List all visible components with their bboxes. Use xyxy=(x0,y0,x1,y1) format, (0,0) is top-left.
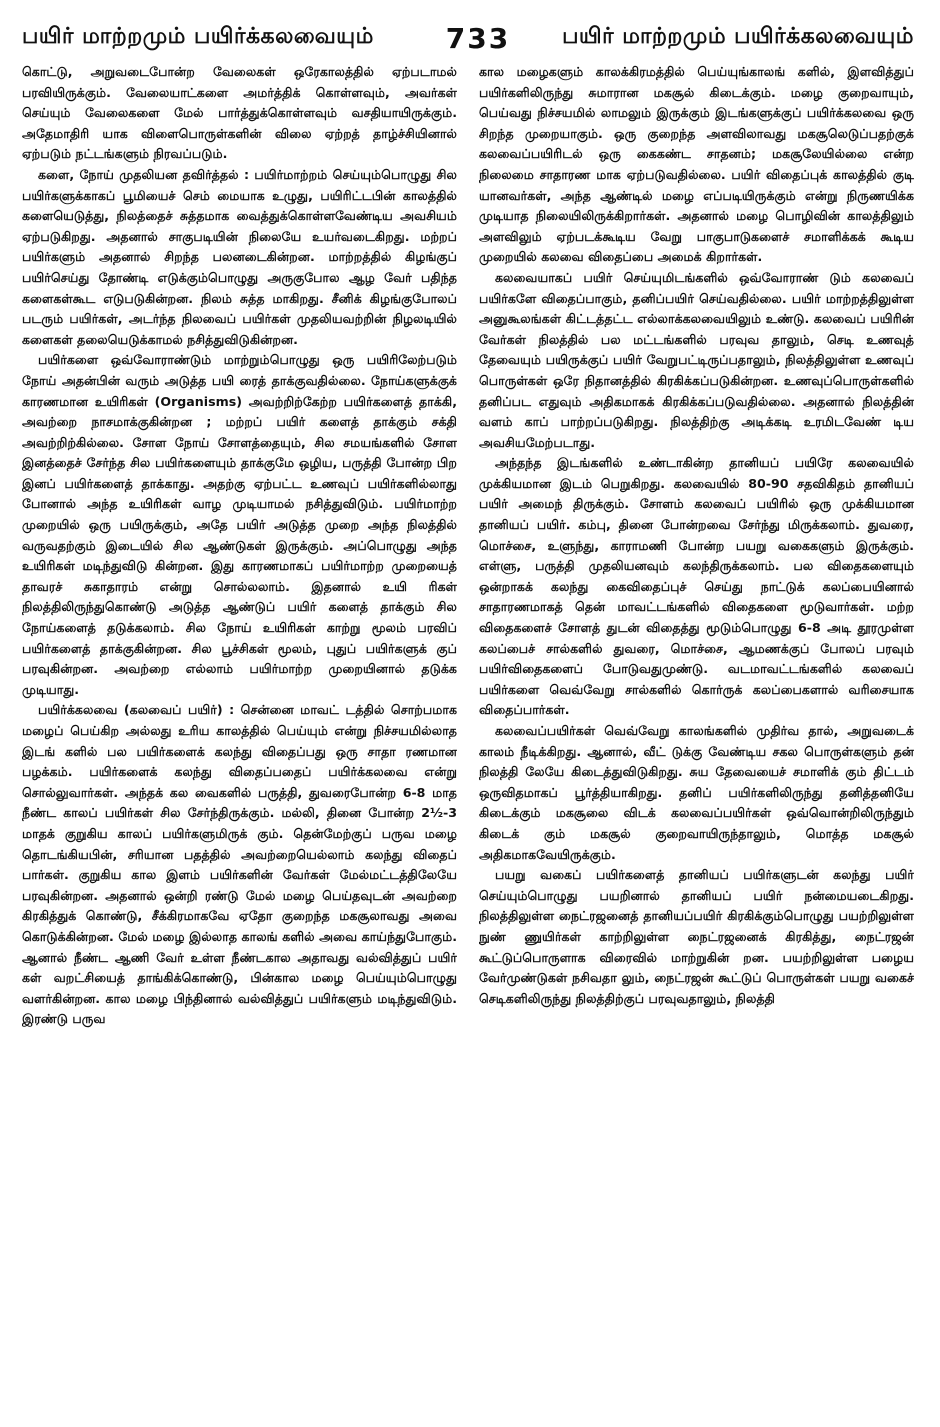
left-running-title: பயிர் மாற்றமும் பயிர்க்கலவையும் xyxy=(22,24,374,49)
left-column xyxy=(22,62,457,1412)
page-number: 733 xyxy=(445,21,511,55)
paragraph: களை, நோய் முதலியன தவிர்த்தல் : பயிர்மாற்றம் செய்யும்பொழுது சில பயிர்களுக்காகப் பூமியைச் செம் மையாக உழுது, பயிரிட்டபின் காலத்தில் களையெடுத்து, நிலத்தைச் சுத்தமாக வைத்துக்கொள்ளவேண்டிய அவசியம் ஏற்படுகிறது. அதனால் சாகுபடியின் நிலையே உயர்வடைகிறது. மற்றப் பயிர்களும் அதனால் சிறந்த பலனடைகின்றன. மாற்றத்தில் கிழங்குப் பயிர்செய்து தோண்டி எடுக்கும்பொழுது அருகுபோல ஆழ வேர் பதிந்த களைகள்கூட எடுபடுகின்றன. நிலம் சுத்த மாகிறது. சீனிக் கிழங்குபோலப் படரும் பயிர்கள், அடர்ந்த நிலவைப் பயிர்கள் முதலியவற்றின் நிழலடியில் களைகள் தலையெடுக்காமல் நசித்துவிடுகின்றன. xyxy=(22,166,457,347)
right-running-title: பயிர் மாற்றமும் பயிர்க்கலவையும் xyxy=(562,24,914,49)
paragraph: கால மழைகளும் காலக்கிரமத்தில் பெய்யுங்காலங் களில், இளவித்துப் பயிர்களிலிருந்து சுமாரான மகசூல் கிடைக்கும். மழை குறைவாயும், பெய்வது நிச்சயமில் லாமலும் இருக்கும் இடங்களுக்குப் பயிர்க்கலவை ஒரு சிறந்த முறையாகும். ஒரு குறைந்த அளவிலாவது மகசூலெடுப்பதற்குக் கலவைப்பயிரிடல் ஒரு கைகண்ட சாதனம்; மகசூலேயில்லை என்ற நிலைமை சாதாரண மாக ஏற்படுவதில்லை. பயிர் விதைப்புக் காலத்தில் குடி யானவர்கள், அந்த ஆண்டில் மழை எப்படியிருக்கும் என்று நிருணயிக்க முடியாத நிலையிலிருக்கிறார்கள். அதனால் மழை பொழிவின் காலத்திலும் அளவிலும் ஏற்படக்கூடிய வேறு பாகுபாடுகளைச் சமாளிக்கக் கூடிய முறையில் கலவை விதைப்பை அமைக் கிறார்கள். xyxy=(479,64,914,265)
paragraph: பயிர்களை ஒவ்வோராண்டும் மாற்றும்பொழுது ஒரு பயிரிலேற்படும் நோய் அதன்பின் வரும் அடுத்த பயி ரைத் தாக்குவதில்லை. நோய்களுக்குக் காரணமான உயிரிகள் (Organisms) அவற்றிற்கேற்ற பயிர்களைத் தாக்கி, அவற்றை நாசமாக்குகின்றன ; மற்றப் பயிர் களைத் தாக்கும் சக்தி அவற்றிற்கில்லை. சோள நோய் சோளத்தையும், சில சமயங்களில் சோள இனத்தைச் சேர்ந்த சில பயிர்களையும் தாக்குமே ஒழிய, பருத்தி போன்ற பிற இனப் பயிர்களைத் தாக்காது. அதற்கு ஏற்பட்ட உணவுப் பயிர்களில்லாது போனால் அந்த உயிரிகள் வாழ முடியாமல் நசித்துவிடும். பயிர்மாற்ற முறையில் ஒரு பயிருக்கும், அதே பயிர் அடுத்த முறை அந்த நிலத்தில் வருவதற்கும் இடையில் சில ஆண்டுகள் இருக்கும். அப்பொழுது அந்த உயிரிகள் மடிந்துவிடு கின்றன. இது காரணமாகப் பயிர்மாற்ற முறையைத் தாவரச் சுகாதாரம் என்று சொல்லலாம். இதனால் உயி ரிகள் நிலத்திலிருந்துகொண்டு அடுத்த ஆண்டுப் பயிர் களைத் தாக்கும் சில நோய்களைத் தடுக்கலாம். சில நோய் உயிரிகள் காற்று மூலம் பரவிப் பயிர்களைத் தாக்குகின்றன. சில பூச்சிகள் மூலம், புதுப் பயிர்களுக் குப் பரவுகின்றன. அவற்றை எல்லாம் பயிர்மாற்ற முறையினால் தடுக்க முடியாது. xyxy=(22,352,457,697)
text-columns xyxy=(22,62,914,1412)
paragraph: கலவையாகப் பயிர் செய்யுமிடங்களில் ஒவ்வோராண் டும் கலவைப் பயிர்களே விதைப்பாகும், தனிப்பயிர் செய்வதில்லை. பயிர் மாற்றத்திலுள்ள அனுகூலங்கள் கிட்டத்தட்ட எல்லாக்கலவையிலும் உண்டு. கலவைப் பயிரின் வேர்கள் நிலத்தில் பல மட்டங்களில் பரவுவ தாலும், செடி உணவுத் தேவையும் பயிருக்குப் பயிர் வேறுபட்டிருப்பதாலும், நிலத்திலுள்ள உணவுப் பொருள்கள் ஒரே நிதானத்தில் கிரகிக்கப்படுகின்றன. உணவுப்பொருள்களில் தனிப்பட எதுவும் அதிகமாகக் கிரகிக்கப்படுவதில்லை. அதனால் நிலத்தின் வளம் காப் பாற்றப்படுகிறது. நிலத்திற்கு அடிக்கடி உரமிடவேண் டிய அவசியமேற்படாது. xyxy=(479,269,914,450)
paragraph: கொட்டு, அறுவடைபோன்ற வேலைகள் ஒரேகாலத்தில் ஏற்படாமல் பரவியிருக்கும். வேலையாட்களை அமர்த்திக் கொள்ளவும், அவர்கள் செய்யும் வேலைகளை மேல் பார்த்துக்கொள்ளவும் வசதியாயிருக்கும். அதேமாதிரி யாக விளைபொருள்களின் விலை ஏற்றத் தாழ்ச்சியினால் ஏற்படும் நட்டங்களும் நிரவப்படும். xyxy=(22,64,457,162)
paragraph: கலவைப்பயிர்கள் வெவ்வேறு காலங்களில் முதிர்வ தால், அறுவடைக் காலம் நீடிக்கிறது. ஆனால், வீட் டுக்கு வேண்டிய சகல பொருள்களும் தன் நிலத்தி லேயே கிடைத்துவிடுகிறது. சுய தேவையைச் சமாளிக் கும் திட்டம் ஒருவிதமாகப் பூர்த்தியாகிறது. தனிப் பயிர்களிலிருந்து தனித்தனியே கிடைக்கும் மகசூலை விடக் கலவைப்பயிர்கள் ஒவ்வொன்றிலிருந்தும் கிடைக் கும் மகசூல் குறைவாயிருந்தாலும், மொத்த மகசூல் அதிகமாகவேயிருக்கும். xyxy=(479,723,914,862)
paragraph: பயிர்க்கலவை (கலவைப் பயிர்) : சென்னை மாவட் டத்தில் சொற்பமாக மழைப் பெய்கிற அல்லது உரிய காலத்தில் பெய்யும் என்று நிச்சயமில்லாத இடங் களில் பல பயிர்களைக் கலந்து விதைப்பது ஒரு சாதா ரணமான பழக்கம். பயிர்களைக் கலந்து விதைப்பதைப் பயிர்க்கலவை என்று சொல்லுவார்கள். அந்தக் கல வைகளில் பருத்தி, துவரைபோன்ற 6-8 மாத நீண்ட காலப் பயிர்கள் சில சேர்ந்திருக்கும். மல்லி, தினை போன்ற 2½-3 மாதக் குறுகிய காலப் பயிர்களுமிருக் கும். தென்மேற்குப் பருவ மழை தொடங்கியபின், சரியான பதத்தில் அவற்றையெல்லாம் கலந்து விதைப் பார்கள். குறுகிய கால இளம் பயிர்களின் வேர்கள் மேல்மட்டத்திலேயே பரவுகின்றன. அதனால் ஒன்றி ரண்டு மேல் மழை பெய்தவுடன் அவற்றை கிரகித்துக் கொண்டு, சீக்கிரமாகவே ஏதோ குறைந்த மகசூலாவது அவை கொடுக்கின்றன. மேல் மழை இல்லாத காலங் களில் அவை காய்ந்துபோகும். ஆனால் நீண்ட ஆணி வேர் உள்ள நீண்டகால அதாவது வல்வித்துப் பயிர் கள் வறட்சியைத் தாங்கிக்கொண்டு, பின்கால மழை பெய்யும்பொழுது வளர்கின்றன. கால மழை பிந்தினால் வல்வித்துப் பயிர்களும் மடிந்துவிடும். இரண்டு பருவ xyxy=(22,702,457,1027)
page-header xyxy=(22,0,914,62)
right-column xyxy=(479,62,914,1412)
paragraph: பயறு வகைப் பயிர்களைத் தானியப் பயிர்களுடன் கலந்து பயிர் செய்யும்பொழுது பயறினால் தானியப் பயிர் நன்மையடைகிறது. நிலத்திலுள்ள நைட்ரஜனைத் தானியப்பயிர் கிரகிக்கும்பொழுது பயற்றிலுள்ள நுண் ணுயிர்கள் காற்றிலுள்ள நைட்ரஜனைக் கிரகித்து, நைட்ரஜன் கூட்டுப்பொருளாக விரைவில் மாற்றுகின் றன. பயற்றிலுள்ள பழைய வேர்முண்டுகள் நசிவதா லும், நைட்ரஜன் கூட்டுப் பொருள்கள் பயறு வகைச் செடிகளிலிருந்து நிலத்திற்குப் பரவுவதாலும், நிலத்தி xyxy=(479,867,914,1006)
paragraph: அந்தந்த இடங்களில் உண்டாகின்ற தானியப் பயிரே கலவையில் முக்கியமான இடம் பெறுகிறது. கலவையில் 80-90 சதவிகிதம் தானியப் பயிர் அமைந் திருக்கும். சோளம் கலவைப் பயிரில் ஒரு முக்கியமான தானியப் பயிர். கம்பு, தினை போன்றவை சேர்ந்து மிருக்கலாம். துவரை, மொச்சை, உளுந்து, காராமணி போன்ற பயறு வகைகளும் இருக்கும். எள்ளு, பருத்தி முதலியனவும் கலந்திருக்கலாம். பல விதைகளையும் ஒன்றாகக் கலந்து கைவிதைப்புச் செய்து நாட்டுக் கலப்பையினால் சாதாரணமாகத் தென் மாவட்டங்களில் விதைகளை மூடுவார்கள். மற்ற விதைகளைச் சோளத் துடன் விதைத்து மூடும்பொழுது 6-8 அடி தூரமுள்ள கலப்பைச் சால்களில் துவரை, மொச்சை, ஆமணக்குப் போலப் பரவும் பயிர்விதைகளைப் போடுவதுமுண்டு. வடமாவட்டங்களில் கலவைப் பயிர்களை வெவ்வேறு சால்களில் கொர்ருக் கலப்பைகளால் வரிசையாக விதைப்பார்கள். xyxy=(479,455,914,718)
